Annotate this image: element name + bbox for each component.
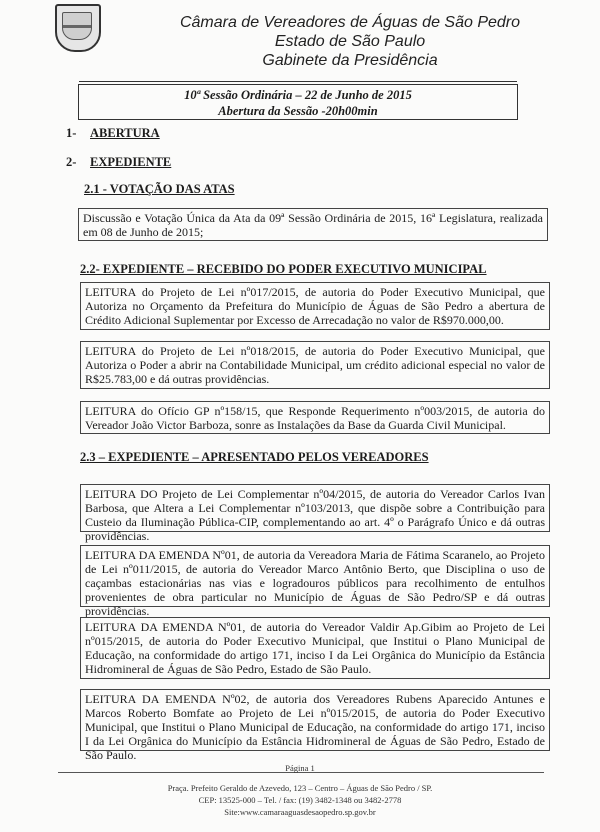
section-number: 2-	[66, 155, 77, 169]
header-title: Câmara de Vereadores de Águas de São Pedro	[179, 14, 521, 31]
session-opening: Abertura da Sessão -20h00min	[218, 104, 378, 118]
item-plc04: LEITURA DO Projeto de Lei Complementar nº04/2015, de autoria do Vereador Carlos Ivan Barbosa, que Altera a Lei Complementar nº103/2013, que dispõe sobre a Contribuição para Custeio da Iluminação Pública-CIP, complementando ao art. 4º o Parágrafo Único e dá outras providências.	[80, 484, 550, 532]
header-office: Gabinete da Presidência	[262, 52, 438, 69]
coat-of-arms-icon	[55, 4, 101, 52]
item-emenda02-pl015: LEITURA DA EMENDA Nº02, de autoria dos Vereadores Rubens Aparecido Antunes e Marcos Roberto Bomfate ao Projeto de Lei nº015/2015, de autoria do Poder Executivo Municipal, que Institui o Plano Municipal de Educação, na conformidade do artigo 171, inciso I da Lei Orgânica do Município da Estância Hidromineral de Águas de São Pedro, Estado de São Paulo.	[80, 689, 550, 751]
item-oficio: LEITURA do Ofício GP nº158/15, que Responde Requerimento nº003/2015, de autoria do Vereador João Victor Barboza, sonre as Instalações da Base da Guarda Civil Municipal.	[80, 401, 550, 434]
section-abertura	[66, 126, 160, 141]
section-label: ABERTURA	[90, 126, 160, 140]
section-number: 1-	[66, 126, 77, 140]
item-pl018: LEITURA do Projeto de Lei nº018/2015, de autoria do Poder Executivo Municipal, que Autoriza o Poder a abrir na Contabilidade Municipal, um crédito adicional especial no valor de R$25.783,00 e dá outras providências.	[80, 341, 550, 389]
subsection-atas: 2.1 - VOTAÇÃO DAS ATAS	[84, 182, 235, 196]
session-title: 10ª Sessão Ordinária – 22 de Junho de 2015	[184, 88, 412, 102]
subsection-vereadores: 2.3 – EXPEDIENTE – APRESENTADO PELOS VEREADORES	[80, 450, 429, 464]
header-state: Estado de São Paulo	[274, 33, 426, 50]
item-emenda01-pl015: LEITURA DA EMENDA Nº01, de autoria do Vereador Valdir Ap.Gibim ao Projeto de Lei nº015/2015, de autoria do Poder Executivo Municipal, que Institui o Plano Municipal de Educação, na conformidade do artigo 171, inciso I da Lei Orgânica do Município da Estância Hidromineral de Águas de São Pedro, Estado de São Paulo.	[80, 617, 550, 679]
item-ata: Discussão e Votação Única da Ata da 09ª Sessão Ordinária de 2015, 16ª Legislatura, realizada em 08 de Junho de 2015;	[78, 208, 548, 241]
page-number: Página 1	[285, 763, 315, 773]
footer-site: Site:www.camaraaguasdesaopedro.sp.gov.br	[224, 807, 376, 817]
session-box	[78, 84, 518, 120]
footer-address: Praça. Prefeito Geraldo de Azevedo, 123 – Centro – Águas de São Pedro / SP.	[167, 783, 433, 793]
subsection-executivo: 2.2- EXPEDIENTE – RECEBIDO DO PODER EXECUTIVO MUNICIPAL	[80, 262, 487, 276]
section-expediente	[66, 155, 171, 170]
item-emenda01-pl011: LEITURA DA EMENDA Nº01, de autoria da Vereadora Maria de Fátima Scaranelo, ao Projeto de Lei nº011/2015, de autoria do Vereador Marco Antônio Berto, que Disciplina o uso de caçambas estacionárias nas vias e logradouros públicos para recolhimento de entulhos provenientes de obra particular no Município de Águas de São Pedro/SP e dá outras providências.	[80, 545, 550, 607]
item-pl017: LEITURA do Projeto de Lei nº017/2015, de autoria do Poder Executivo Municipal, que Autoriza no Orçamento da Prefeitura do Município de Águas de São Pedro a abertura de Crédito Adicional Suplementar por Excesso de Arrecadação no valor de R$970.000,00.	[80, 282, 550, 330]
section-label: EXPEDIENTE	[90, 155, 172, 169]
footer-contact: CEP: 13525-000 – Tel. / fax: (19) 3482-1348 ou 3482-2778	[198, 795, 402, 805]
